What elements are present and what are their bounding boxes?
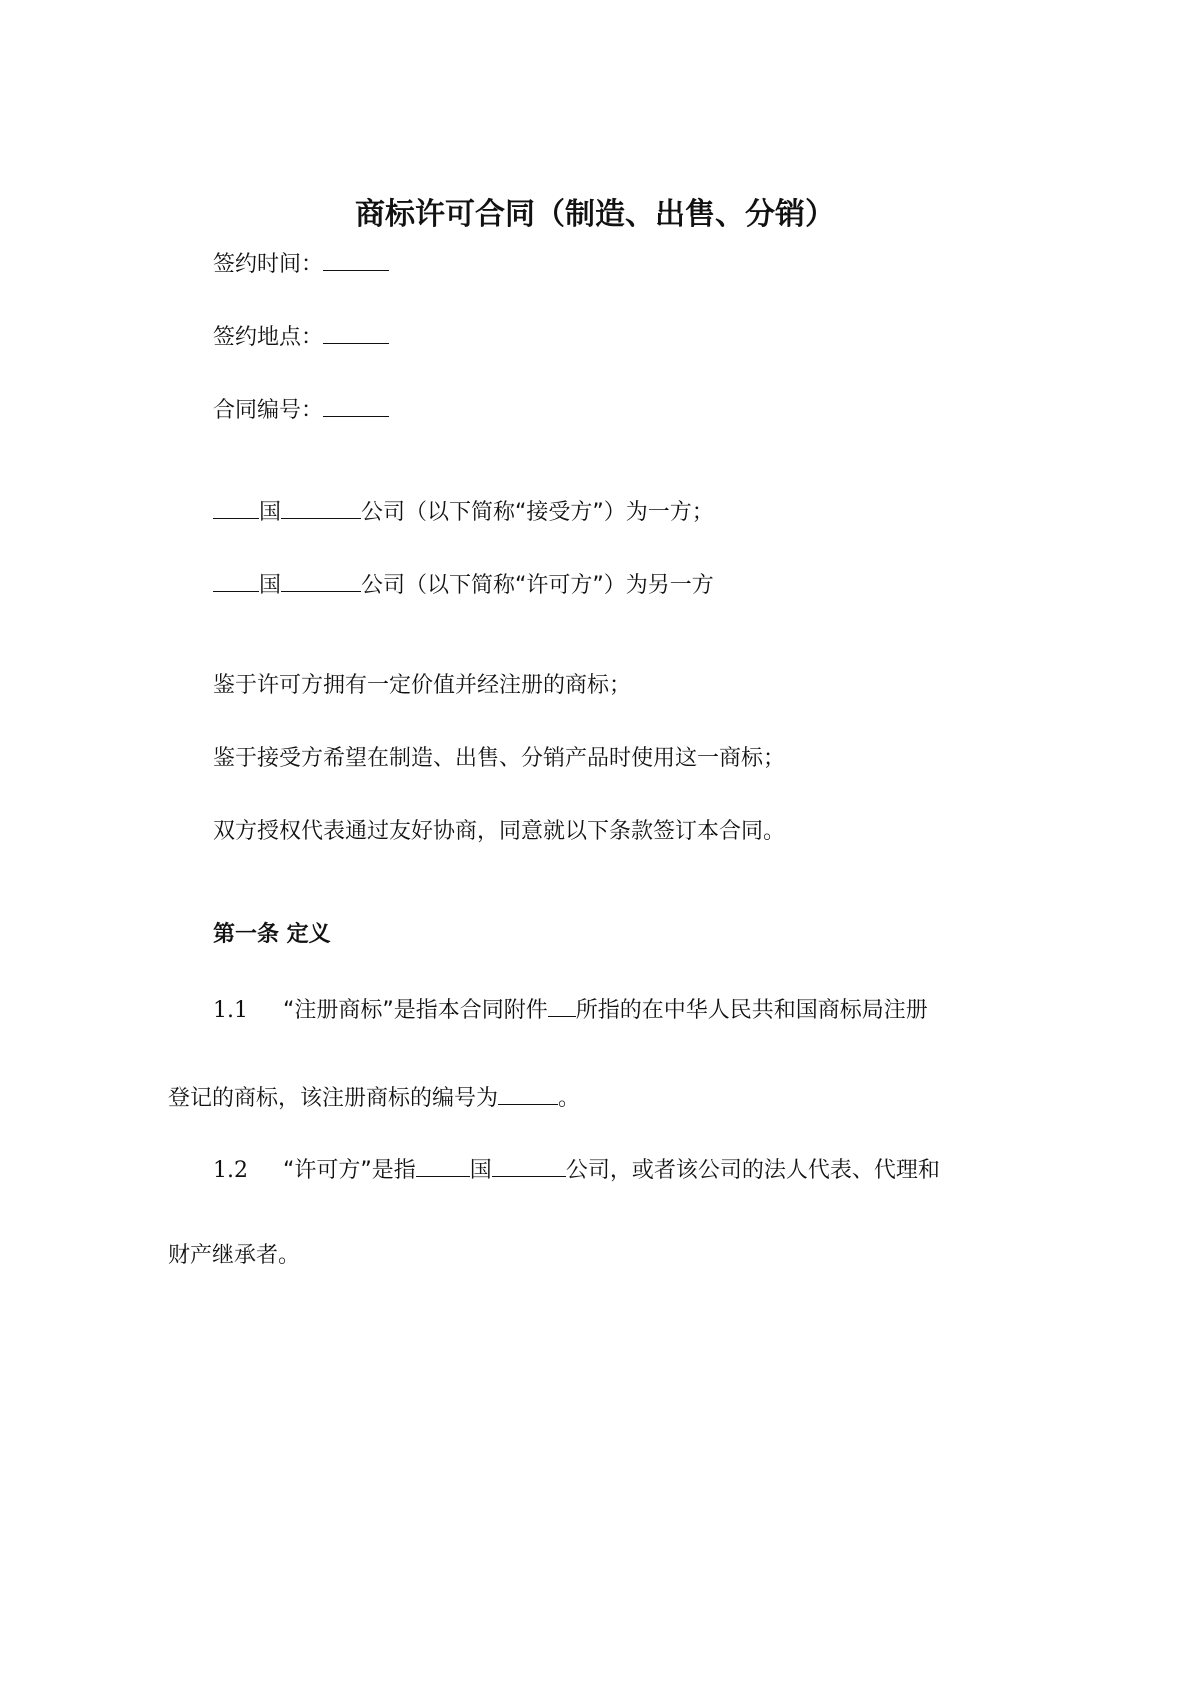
country-suffix: 国 [259, 500, 282, 525]
trademark-number-blank[interactable] [498, 1082, 558, 1105]
company-blank[interactable] [492, 1154, 566, 1177]
clause-text: 登记的商标，该注册商标的编号为 [168, 1086, 499, 1111]
field-contract-number [213, 394, 389, 425]
clause-text: “注册商标”是指本合同附件 [283, 998, 548, 1023]
clause-text: “许可方”是指 [283, 1158, 416, 1183]
field-label: 合同编号： [213, 398, 324, 423]
contract-number-blank[interactable] [323, 394, 389, 417]
field-signing-time [213, 248, 389, 279]
country-suffix: 国 [469, 1158, 492, 1183]
signing-time-blank[interactable] [323, 248, 389, 271]
company-blank[interactable] [281, 569, 361, 592]
clause-text: 公司，或者该公司的法人代表、代理和 [565, 1158, 940, 1183]
clause-1-1-continuation [168, 1082, 580, 1113]
country-blank[interactable] [213, 496, 259, 519]
annex-blank[interactable] [548, 994, 576, 1017]
country-blank[interactable] [213, 569, 259, 592]
company-blank[interactable] [281, 496, 361, 519]
party-licensor [213, 569, 714, 600]
party-text: 公司（以下简称“许可方”）为另一方 [361, 573, 714, 598]
country-suffix: 国 [259, 573, 282, 598]
party-licensee [213, 496, 714, 527]
party-text: 公司（以下简称“接受方”）为一方； [361, 500, 714, 525]
clause-text: 所指的在中华人民共和国商标局注册 [575, 998, 928, 1023]
field-label: 签约地点： [213, 325, 324, 350]
signing-place-blank[interactable] [323, 321, 389, 344]
document-title: 商标许可合同（制造、出售、分销） [355, 197, 835, 232]
clause-1-1 [213, 994, 928, 1025]
clause-text: 。 [558, 1086, 581, 1111]
article-1-heading: 第一条 定义 [213, 922, 331, 947]
clause-1-2 [213, 1154, 940, 1185]
recital-3: 双方授权代表通过友好协商，同意就以下条款签订本合同。 [213, 819, 786, 844]
clause-number: 1.2 [213, 1158, 248, 1183]
recital-2: 鉴于接受方希望在制造、出售、分销产品时使用这一商标； [213, 746, 786, 771]
clause-1-2-continuation: 财产继承者。 [168, 1243, 301, 1268]
field-signing-place [213, 321, 389, 352]
recital-1: 鉴于许可方拥有一定价值并经注册的商标； [213, 673, 632, 698]
clause-number: 1.1 [213, 998, 248, 1023]
country-blank[interactable] [416, 1154, 470, 1177]
field-label: 签约时间： [213, 252, 324, 277]
